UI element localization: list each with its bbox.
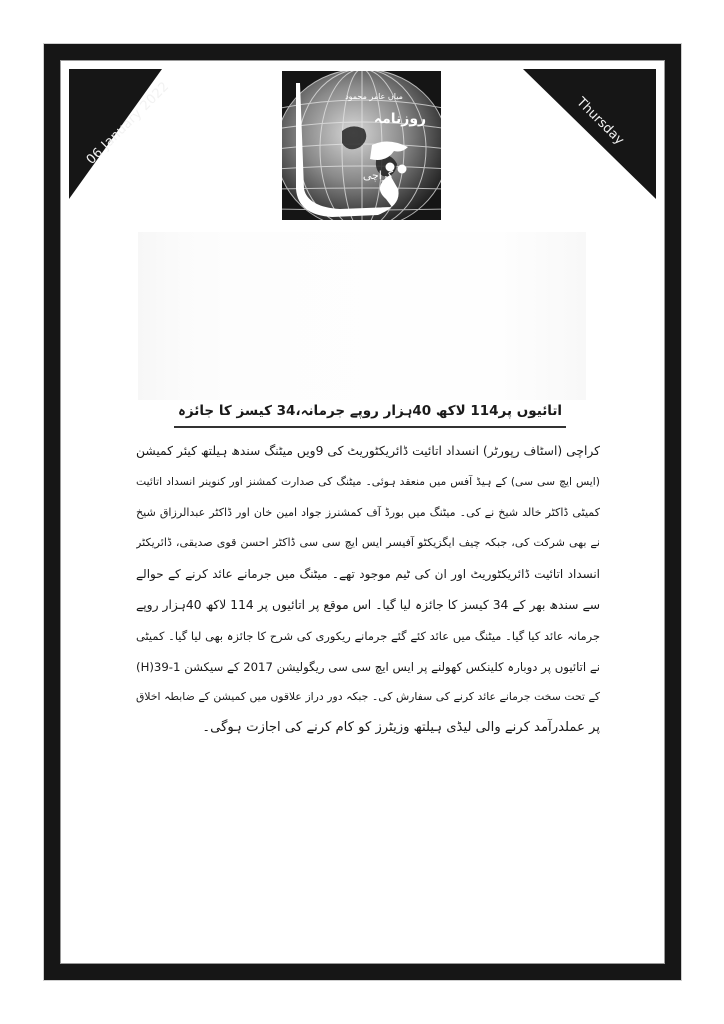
blank-scan-region <box>138 232 586 400</box>
news-article <box>132 398 608 744</box>
article-line: سے سندھ بھر کے 34 کیسز کا جائزہ لیا گیا۔ اس موقع پر اتائیوں پر 114 لاکھ 40ہزار روپے <box>136 597 600 612</box>
date-corner-ribbon <box>69 69 194 201</box>
publication-day: Thursday <box>573 94 627 149</box>
logo-founder-text: میاں عامر محمود <box>345 92 403 101</box>
article-headline <box>132 398 608 428</box>
article-line: کے تحت سخت جرمانے عائد کرنے کی سفارش کی۔ جبکہ دور دراز علاقوں میں کمیشن کے ضابطہ اخلاق <box>136 690 600 704</box>
article-line: نے بھی شرکت کی، جبکہ چیف ایگزیکٹو آفیسر ایس ایچ سی سی ڈاکٹر احسن قوی صدیقی، ڈائریکٹر <box>136 536 600 550</box>
article-line: نے اتائیوں پر دوبارہ کلینکس کھولنے پر ایس ایچ سی سی ریگولیشن 2017 کے سیکشن 1-39(H) <box>136 659 600 674</box>
logo-city-text: کراچی <box>362 169 394 182</box>
newspaper-logo <box>282 71 441 220</box>
article-line: کراچی (اسٹاف رپورٹر) انسداد اتائیت ڈائریکٹوریٹ کی 9ویں میٹنگ سندھ ہیلتھ کیئر کمیشن <box>136 444 600 458</box>
publication-date: 06 January 2022 <box>83 79 173 168</box>
day-corner-ribbon <box>522 69 656 201</box>
article-body <box>132 436 608 744</box>
article-line: پر عملدرآمد کرنے والی لیڈی ہیلتھ وزیٹرز کو کام کرنے کی اجازت ہوگی۔ <box>202 720 600 736</box>
article-line: کمیٹی ڈاکٹر خالد شیخ نے کی۔ میٹنگ میں بورڈ آف کمشنرز جواد امین خان اور ڈاکٹر عبدالرزاق شیخ <box>136 505 600 519</box>
article-line: انسداد اتائیت ڈائریکٹوریٹ اور ان کی ٹیم موجود تھے۔ میٹنگ میں جرمانے عائد کرنے کے حوالے <box>136 567 600 582</box>
article-line: جرمانہ عائد کیا گیا۔ میٹنگ میں عائد کئے گئے جرمانے ریکوری کی شرح کا جائزہ بھی لیا گیا۔ کمیٹی <box>136 628 600 643</box>
headline-text: اتائیوں پر114 لاکھ 40ہزار روپے جرمانہ،34 کیسز کا جائزہ <box>174 398 566 428</box>
article-line: (ایس ایچ سی سی) کے ہیڈ آفس میں منعقد ہوئی۔ میٹنگ کی صدارت کمشنز اور کنوینر انسداد اتائیت <box>136 474 600 488</box>
logo-roznama-text: روزنامہ <box>373 111 427 127</box>
